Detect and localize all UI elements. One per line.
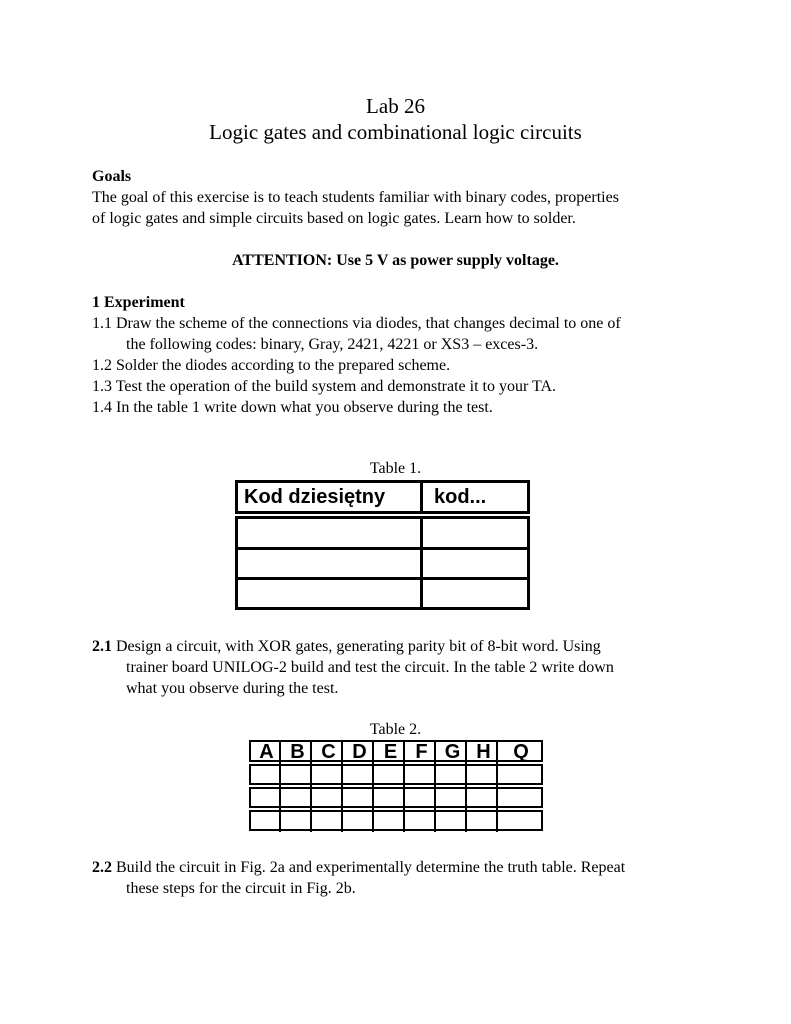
- attention-notice: ATTENTION: Use 5 V as power supply voltage.: [232, 252, 559, 269]
- table1: [235, 480, 530, 610]
- table2: [249, 740, 543, 832]
- lab-number-title: Lab 26: [366, 94, 425, 118]
- table1-column-divider: [420, 519, 423, 607]
- section-2-1-line1: [92, 637, 601, 657]
- table1-caption: Table 1.: [369, 460, 422, 477]
- table2-column-divider: [496, 740, 498, 832]
- table1-header-code: kod...: [434, 486, 487, 508]
- table2-header-e: E: [383, 741, 398, 763]
- section-2-2-number: 2.2: [92, 859, 112, 876]
- table2-column-divider: [341, 740, 343, 832]
- section-2-2-line1: [92, 858, 625, 878]
- table2-column-divider: [279, 740, 281, 832]
- section-2-1-line2: trainer board UNILOG-2 build and test the circuit. In the table 2 write down: [126, 659, 614, 676]
- section-2-1-text: Design a circuit, with XOR gates, generating parity bit of 8-bit word. Using: [116, 638, 601, 655]
- table2-header-row: [249, 740, 543, 762]
- table2-column-divider: [465, 740, 467, 832]
- table2-column-divider: [434, 740, 436, 832]
- goals-heading: Goals: [92, 168, 132, 185]
- table2-header-f: F: [415, 741, 428, 763]
- table1-header-row: [235, 480, 530, 514]
- experiment-item-1-2: 1.2 Solder the diodes according to the prepared scheme.: [92, 357, 451, 374]
- table2-header-q: Q: [513, 741, 529, 763]
- table2-header-c: C: [321, 741, 336, 763]
- table2-column-divider: [310, 740, 312, 832]
- goals-text-line: of logic gates and simple circuits based on logic gates. Learn how to solder.: [92, 210, 576, 227]
- experiment-item-1-1: 1.1 Draw the scheme of the connections via diodes, that changes decimal to one of: [92, 315, 621, 332]
- section-2-1-number: 2.1: [92, 638, 112, 655]
- table1-header-decimal: Kod dziesiętny: [244, 486, 386, 508]
- table2-column-divider: [372, 740, 374, 832]
- experiment-heading: 1 Experiment: [92, 294, 185, 311]
- table1-row-divider: [238, 547, 527, 550]
- section-2-2-line2: these steps for the circuit in Fig. 2b.: [126, 880, 356, 897]
- table2-header-d: D: [352, 741, 367, 763]
- table2-caption: Table 2.: [369, 721, 422, 738]
- experiment-item-1-3: 1.3 Test the operation of the build system and demonstrate it to your TA.: [92, 378, 557, 395]
- table2-row: [249, 810, 543, 831]
- section-2-2-text: Build the circuit in Fig. 2a and experimentally determine the truth table. Repeat: [116, 859, 626, 876]
- lab-subject-title: Logic gates and combinational logic circuits: [209, 120, 582, 144]
- table2-row: [249, 787, 543, 808]
- table2-header-g: G: [444, 741, 461, 763]
- table2-header-h: H: [476, 741, 491, 763]
- experiment-item-1-4: 1.4 In the table 1 write down what you observe during the test.: [92, 399, 493, 416]
- section-2-1-line3: what you observe during the test.: [126, 680, 339, 697]
- table2-header-b: B: [290, 741, 305, 763]
- table1-body: [235, 516, 530, 610]
- table2-header-a: A: [259, 741, 274, 763]
- experiment-item-1-1-cont: the following codes: binary, Gray, 2421, 4221 or XS3 – exces-3.: [126, 336, 539, 353]
- table1-header-divider: [420, 483, 423, 511]
- table2-column-divider: [403, 740, 405, 832]
- goals-text-line: The goal of this exercise is to teach students familiar with binary codes, properties: [92, 189, 619, 206]
- table2-row: [249, 764, 543, 785]
- table1-row-divider: [238, 577, 527, 580]
